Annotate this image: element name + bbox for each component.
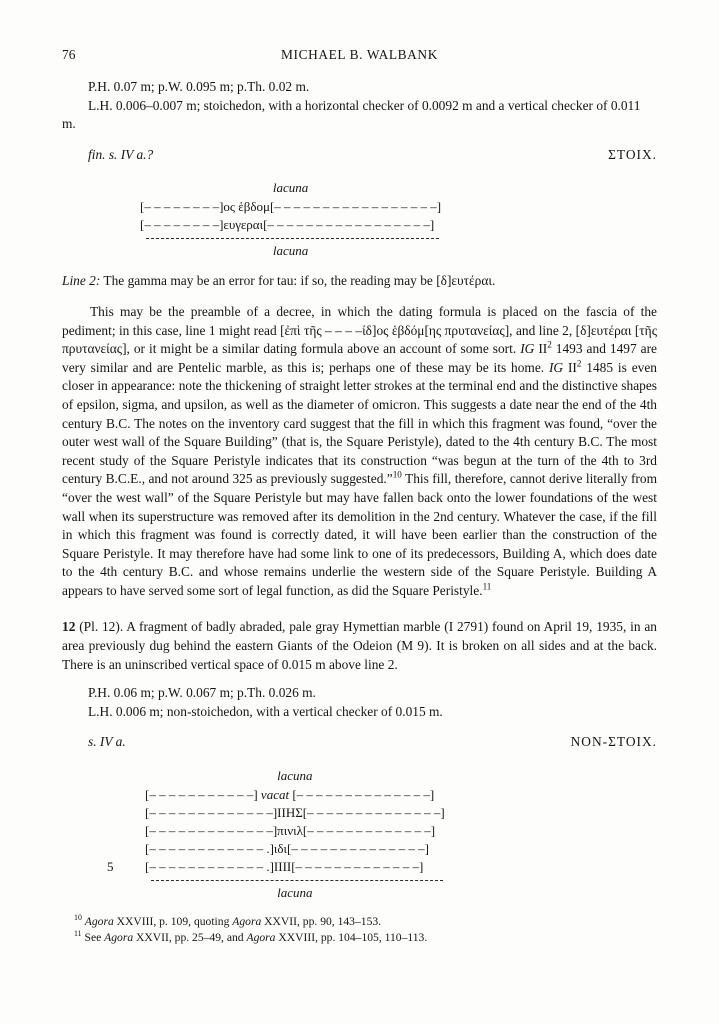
date-attribution: s. IV a.	[88, 734, 126, 750]
lacuna-label-top: lacuna	[277, 768, 313, 784]
inscription-line	[145, 804, 445, 822]
inscription-line	[145, 786, 445, 804]
date-row	[62, 146, 657, 165]
commentary-paragraph: This may be the preamble of a decree, in which the dating formula is placed on the fascia of the pediment; in this case, line 1 might read [ἐπὶ τῆς – – – –ίδ]ος ἑβδόμ[ης πρυτανείας], and line 2, [δ]ευτέραι [τῆς πρυτανείας], or it might be a similar dating formula above an account of some sort. IG $II^2$ 1493 and 1497 are very similar and are Pentelic marble, as this is; perhaps one of these may be its home. IG $II^2$ 1485 is even closer in appearance: note the thickening of straight letter strokes at the terminal end and the distinctive shapes of epsilon, sigma, and upsilon, as well as the diameter of omicron. This suggests a date near the end of the 4th century B.C. The notes on the inventory card suggest that the fill in which this fragment was found, “over the outer west wall of the Square Building” (that is, the Square Peristyle), dated to the 4th century B.C. The most recent study of the Square Peristyle indicates that its construction “was begun at the turn of the 4th to 3rd century B.C.E., and not around 325 as previously suggested.”$^{10}$ This fill, therefore, cannot derive literally from “over the west wall” of the Square Peristyle but may have fallen back onto the lower foundations of the west wall when its superstructure was removed after its demolition in the 2nd century. Whatever the case, if the fill in which this fragment was found is correctly dated, it will have been earlier than the construction of the Square Peristyle. It may therefore have had some link to one of its predecessors, Building A, which does date to the 4th century B.C. and whose remains underlie the western side of the Square Peristyle. Building A appears to have served some sort of legal function, as did the Square Peristyle.$^{11}$	[62, 303, 657, 598]
inscription-line-text: [– – – – – – – – – – – – .]ιδι[– – – – – – – – – – – – – –]	[145, 841, 429, 857]
inscription-line-text: [– – – – – – – –]ος ἑβδομ[– – – – – – – – – – – – – – – – –]	[140, 199, 442, 215]
inscription-line	[140, 216, 441, 234]
footnotes	[62, 914, 657, 946]
date-row	[62, 733, 657, 752]
page-number: 76	[62, 47, 76, 62]
inscription-line	[145, 840, 445, 858]
inscription-line	[145, 822, 445, 840]
inscription-line-text: [– – – – – – – – – – – – .]ΙΙΙΙ[– – – – – – – – – – – – –]	[145, 859, 424, 875]
page-header	[62, 46, 657, 65]
break-rule	[151, 880, 443, 881]
break-rule	[146, 238, 439, 239]
inscription-transcription-11	[140, 179, 441, 260]
measurements-line-1: P.H. 0.06 m; p.W. 0.067 m; p.Th. 0.026 m.	[88, 685, 316, 701]
measurements-line-2: L.H. 0.006–0.007 m; stoichedon, with a horizontal checker of 0.0092 m and a vertical checker of 0.011 m.	[62, 97, 641, 132]
inscription-line-text: [– – – – – – – – – – – – –]ΙΙΗΣ[– – – – – – – – – – – – – –]	[145, 805, 445, 821]
inscription-line	[107, 858, 445, 876]
entry-11	[62, 78, 657, 600]
inscription-line-text: [– – – – – – – – – – –] vacat [– – – – – – – – – – – – – –]	[145, 787, 435, 803]
inscription-transcription-12	[107, 767, 445, 902]
running-head: MICHAEL B. WALBANK	[281, 47, 438, 62]
line-commentary: Line 2: The gamma may be an error for tau: if so, the reading may be [δ]ευτέραι.	[62, 273, 496, 289]
inscription-line-text: [– – – – – – – –]ευγεραι[– – – – – – – – – – – – – – – – –]	[140, 217, 435, 233]
inscription-line	[140, 198, 441, 216]
inscription-line-text: [– – – – – – – – – – – – –]πινιλ[– – – – – – – – – – – – –]	[145, 823, 436, 839]
entry-12	[62, 618, 657, 902]
date-attribution: fin. s. IV a.?	[88, 146, 154, 162]
footnote-10: $^{10}$ Agora XXVIII, p. 109, quoting Agora XXVII, pp. 90, 143–153.	[74, 913, 382, 929]
footnote-11: $^{11}$ See Agora XXVII, pp. 25–49, and Agora XXVIII, pp. 104–105, 110–113.	[74, 929, 428, 945]
measurements-line-2: L.H. 0.006 m; non-stoichedon, with a vertical checker of 0.015 m.	[88, 703, 443, 719]
lacuna-label-top: lacuna	[272, 180, 309, 196]
non-stoichedon-label: ΝΟΝ-ΣΤΟΙΧ.	[570, 734, 657, 750]
lacuna-label-bottom: lacuna	[277, 885, 313, 901]
line-number: 5	[107, 859, 114, 875]
stoichedon-label: ΣΤΟΙΧ.	[608, 146, 657, 162]
measurements-line-1: P.H. 0.07 m; p.W. 0.095 m; p.Th. 0.02 m.	[88, 79, 310, 94]
lacuna-label-bottom: lacuna	[272, 243, 309, 259]
entry-12-heading: 12 (Pl. 12). A fragment of badly abraded, pale gray Hymettian marble (I 2791) found on April 19, 1935, in an area previously dug behind the eastern Giants of the Odeion (M 9). It is broken on all sides and at the back. There is an uninscribed vertical space of 0.015 m above line 2.	[62, 619, 657, 672]
